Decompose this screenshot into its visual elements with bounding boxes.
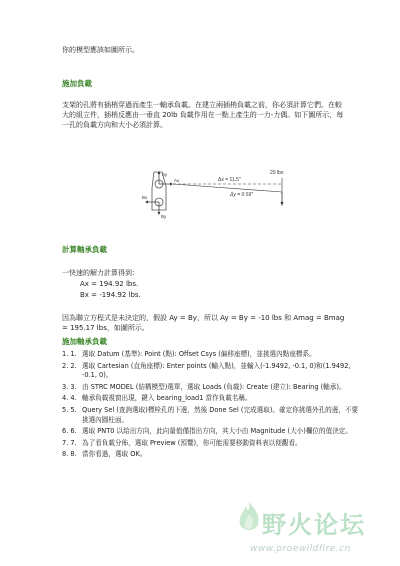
section-heading-apply-bearing: 施加軸承負載 [62,337,107,346]
step-item [62,383,362,393]
step-number: 1. 1. [62,350,77,358]
step-item [62,439,362,449]
step-text: 軸承負載視窗出現，鍵入 bearing_load1 當作負載名稱。 [82,394,252,403]
calc-intro: 一快速的解力計算得到： [62,269,139,277]
section-body-apply-load: 支架的孔將有插梢穿過而產生一軸承負載。在建立兩插梢負載之前，你必須計算它們。在較大的組立件，插梢反應由一垂直 20lb 負載作用在一點上產生的一力-力偶。如下圖所示，每一孔的負載方向和大小必須計算。 [62,101,344,129]
step-number: 8. 8. [62,450,77,459]
label-load: 20 lbs [270,170,284,176]
intro-text: 你的模型應該如圖所示。 [62,46,139,54]
label-dy: Δy = 0.59" [230,192,254,198]
step-text: 選取 Cartesian (直角座標): Enter points (輸入點)，並輸入(-1.9492, -0.1, 0)和(1.9492, -0.1, 0)。 [82,361,351,380]
step-text: 當你看過，選取 OK。 [82,450,147,459]
equation-ax: Ax = 194.92 lbs. [80,280,139,288]
steps-list [62,350,362,462]
step-number: 5. 5. [62,405,77,414]
step-text: 由 STRC MODEL (結構模型)選單，選取 Loads (負載): Create (建立): Bearing (軸承)。 [82,382,346,391]
equation-bx: Bx = -194.92 lbs. [80,291,141,299]
step-text: 為了看負載分佈，選取 Preview (預覽)，你可能需要移動資料表以便觀看。 [82,438,302,447]
bearing-load-diagram [140,168,300,230]
load-line [173,184,282,192]
step-number: 4. 4. [62,394,77,403]
label-dx: Δx = 11.5" [218,177,241,183]
step-item [62,406,362,425]
watermark-site-name: 野火论坛 [262,511,366,539]
label-ax: Ax [174,178,180,183]
section-heading-apply-load: 施加負載 [62,79,92,88]
step-item [62,394,362,404]
step-item [62,362,362,381]
label-by: By [161,214,167,219]
label-ay: Ay [162,172,168,177]
step-text: 選取 PNT0 以給出方向，此向量值僅指出方向，其大小由 Magnitude (大小)欄位的值決定。 [82,427,352,436]
step-number: 3. 3. [62,382,77,391]
step-item [62,450,362,460]
step-number: 6. 6. [62,427,77,436]
step-item [62,427,362,437]
flame-logo-icon [234,500,264,536]
step-number: 2. 2. [62,361,77,370]
step-text: 選取 Datum (基準): Point (點): Offset Csys (偏移座標)，並挑選內點座標系。 [82,350,316,358]
section-heading-calc-load: 計算軸承負載 [62,245,107,254]
step-number: 7. 7. [62,438,77,447]
watermark-url: www.proewildfire.cn [250,544,351,554]
step-text: Query Sel (查詢選取)標栓孔的下邊，然後 Done Sel (完成選取)。確定你挑選外孔的邊，不要挑選內圓柱面。 [82,405,359,424]
calc-note: 因為聯立方程式是未決定的，假設 Ay = By，所以 Ay = By = -10 lbs 和 Amag = Bmag = 195.17 lbs，如圖所示。 [62,314,345,332]
step-item [62,350,362,360]
label-bx: Bx [142,195,148,200]
